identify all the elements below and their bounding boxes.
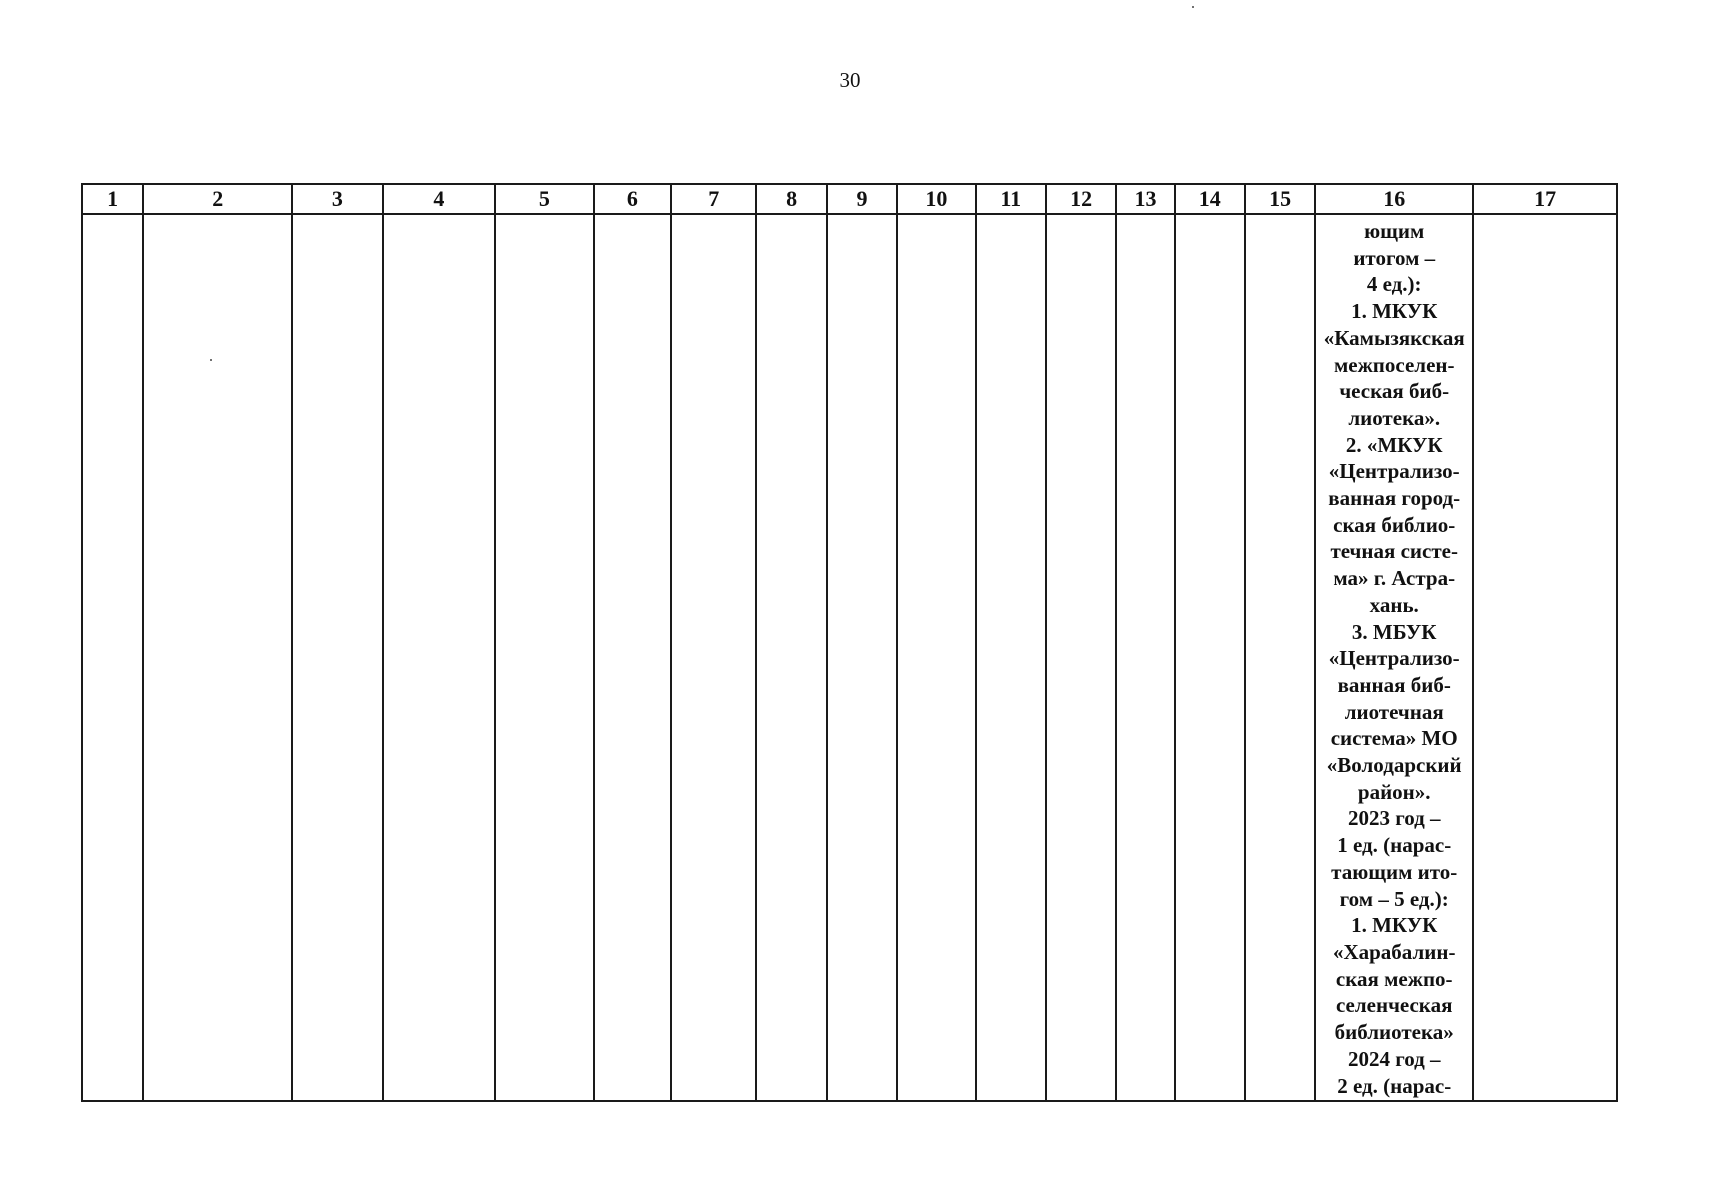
column-header: 7: [671, 184, 756, 214]
text-line: 2. «МКУК: [1345, 432, 1443, 457]
table-cell: [495, 214, 594, 1101]
column-header: 8: [756, 184, 826, 214]
text-line: 4 ед.):: [1366, 272, 1422, 297]
column-header: 5: [495, 184, 594, 214]
data-table: [81, 183, 1618, 1102]
cell-text-column-16: [1316, 215, 1472, 1100]
column-header: 2: [143, 184, 292, 214]
text-line: ванная биб-: [1337, 672, 1451, 697]
column-header: 9: [827, 184, 897, 214]
table-cell: [1116, 214, 1174, 1101]
table-cell: [1473, 214, 1617, 1101]
table-cell: [976, 214, 1046, 1101]
table-row: [82, 214, 1617, 1101]
column-header: 4: [383, 184, 496, 214]
text-line: тающим ито-: [1331, 859, 1458, 884]
text-line: гом – 5 ед.):: [1339, 886, 1449, 911]
text-line: ческая биб-: [1339, 379, 1450, 404]
column-header: 10: [897, 184, 975, 214]
text-line: «Харабалин-: [1332, 939, 1456, 964]
table-cell: [1175, 214, 1245, 1101]
column-header: 3: [292, 184, 382, 214]
text-line: селенческая: [1335, 993, 1453, 1018]
text-line: ма» г. Астра-: [1333, 566, 1456, 591]
column-header: 17: [1473, 184, 1617, 214]
text-line: течная систе-: [1330, 539, 1458, 564]
text-line: 1 ед. (нарас-: [1337, 833, 1452, 858]
text-line: библиотека»: [1334, 1020, 1454, 1045]
column-header: 12: [1046, 184, 1116, 214]
scan-speck: [1192, 6, 1194, 8]
table-cell: [1046, 214, 1116, 1101]
column-header: 11: [976, 184, 1046, 214]
column-header: 6: [594, 184, 671, 214]
text-line: «Централизо-: [1328, 646, 1460, 671]
text-line: 1. МКУК: [1351, 913, 1438, 938]
table-cell: [1245, 214, 1315, 1101]
table-cell: [82, 214, 143, 1101]
table-cell: [897, 214, 975, 1101]
table-cell: [756, 214, 826, 1101]
page-number: 30: [839, 68, 861, 92]
text-line: 1. МКУК: [1351, 299, 1438, 324]
text-line: «Камызякская: [1323, 325, 1465, 350]
table-cell-16: [1315, 214, 1473, 1101]
text-line: система» МО: [1330, 726, 1458, 751]
column-header: 1: [82, 184, 143, 214]
table-cell: [594, 214, 671, 1101]
text-line: итогом –: [1353, 245, 1436, 270]
header-row: [82, 184, 1617, 214]
text-line: «Централизо-: [1328, 459, 1460, 484]
text-line: «Володарский: [1326, 753, 1462, 778]
text-line: 2 ед. (нарас-: [1337, 1073, 1452, 1098]
column-header: 15: [1245, 184, 1315, 214]
text-line: ющим: [1364, 219, 1425, 243]
text-line: ская библио-: [1333, 512, 1456, 537]
column-header: 16: [1315, 184, 1473, 214]
column-header: 13: [1116, 184, 1174, 214]
text-line: лиотека».: [1348, 405, 1441, 430]
column-header: 14: [1175, 184, 1245, 214]
text-line: 2023 год –: [1347, 806, 1441, 831]
text-line: 3. МБУК: [1351, 619, 1437, 644]
text-line: хань.: [1369, 592, 1419, 617]
text-line: межпоселен-: [1333, 352, 1455, 377]
table-cell: [827, 214, 897, 1101]
table-cell: [671, 214, 756, 1101]
text-line: ванная город-: [1328, 486, 1461, 511]
table-cell: [143, 214, 292, 1101]
text-line: район».: [1357, 779, 1431, 804]
text-line: лиотечная: [1344, 699, 1444, 724]
text-line: 2024 год –: [1347, 1046, 1441, 1071]
table-cell: [292, 214, 382, 1101]
text-line: ская межпо-: [1335, 966, 1453, 991]
table-cell: [383, 214, 496, 1101]
